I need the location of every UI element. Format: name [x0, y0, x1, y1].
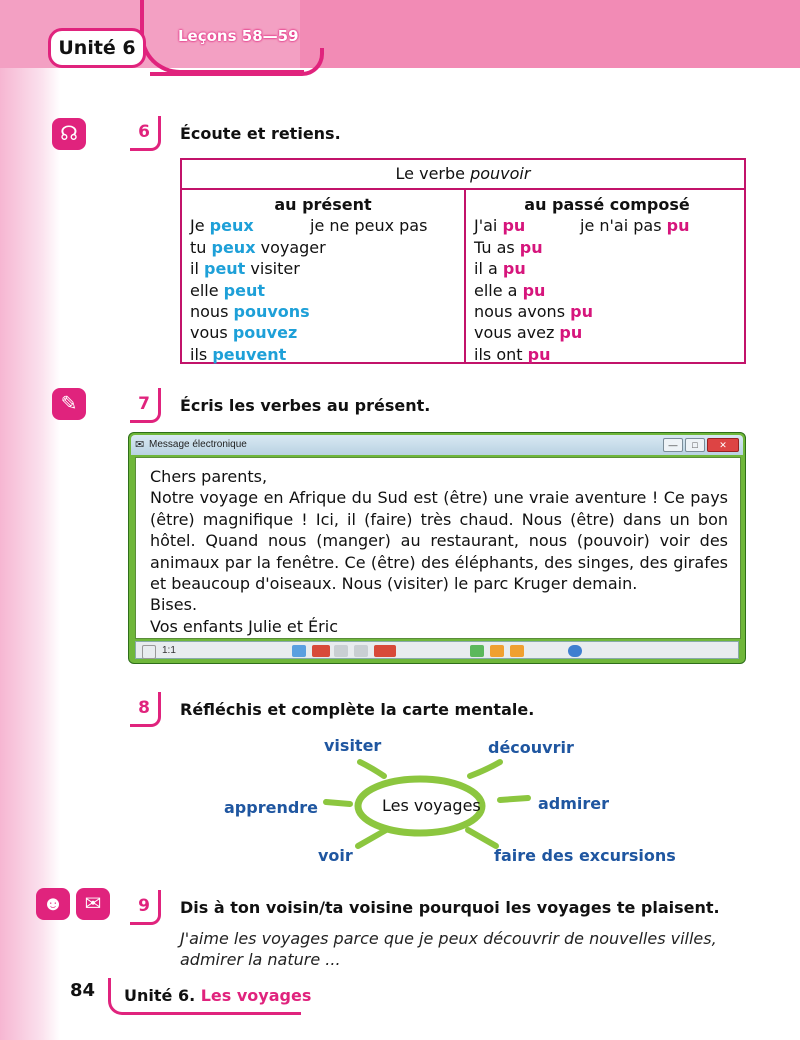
minimize-button[interactable]: — [663, 438, 683, 452]
participle: pu [527, 344, 551, 364]
pronoun: il a [474, 259, 503, 279]
participle: pu [522, 280, 546, 300]
mind-map-decouvrir: découvrir [488, 738, 574, 757]
spell-icon[interactable] [374, 645, 396, 657]
negative-participle: pu [666, 216, 690, 236]
verb-form: peux [211, 237, 256, 257]
mail-app-icon: ✉ [135, 439, 145, 451]
email-window [128, 432, 746, 664]
past-row [474, 301, 740, 322]
close-button[interactable]: ✕ [707, 438, 739, 452]
mind-map-voir: voir [318, 846, 353, 865]
past-row [474, 280, 740, 301]
maximize-button[interactable]: □ [685, 438, 705, 452]
header-hook-tail [150, 48, 324, 76]
status-box-icon [142, 645, 156, 659]
table-icon[interactable] [334, 645, 348, 657]
verb-table [180, 158, 746, 364]
clock-icon[interactable] [568, 645, 582, 657]
pronoun: elle [190, 280, 224, 300]
footer-title [124, 986, 311, 1005]
exercise-6-title: Écoute et retiens. [180, 124, 341, 143]
pronoun: nous [190, 302, 234, 322]
verb-form: peut [203, 259, 246, 279]
table-title-verb: pouvoir [470, 164, 531, 183]
pencil-icon: ✎ [52, 388, 86, 420]
pair-work-icon: ☻ [36, 888, 70, 920]
branch-decouvrir [470, 762, 500, 776]
doc-icon[interactable] [292, 645, 306, 657]
exercise-number-7: 7 [130, 388, 161, 423]
print-icon[interactable] [354, 645, 368, 657]
verb-form: peut [223, 280, 266, 300]
footer-unit: Unité 6. [124, 986, 201, 1005]
present-row [190, 301, 456, 322]
participle: pu [502, 216, 526, 236]
participle: pu [519, 237, 543, 257]
lessons-label: Leçons 58—59 [178, 27, 299, 45]
present-row [190, 280, 456, 301]
past-column [474, 194, 740, 365]
past-heading: au passé composé [524, 195, 690, 214]
contacts-icon[interactable] [510, 645, 524, 657]
participle: pu [559, 323, 583, 343]
header-band-accent [300, 0, 800, 68]
past-row [474, 322, 740, 343]
window-titlebar [131, 435, 743, 455]
speech-icon: ✉ [76, 888, 110, 920]
pronoun: J'ai [474, 216, 503, 236]
branch-apprendre [326, 802, 350, 804]
email-line: Chers parents, [150, 467, 268, 486]
exercise-8-title: Réfléchis et complète la carte mentale. [180, 700, 535, 719]
pronoun: vous avez [474, 323, 560, 343]
mind-map-center: Les voyages [382, 796, 481, 815]
past-row [474, 237, 740, 258]
negative-form [580, 215, 689, 236]
complement: visiter [245, 259, 300, 279]
pronoun: Je [190, 216, 210, 236]
pronoun: tu [190, 237, 212, 257]
negative-form: je ne peux pas [310, 216, 428, 236]
status-bar [135, 641, 739, 659]
email-body[interactable] [135, 457, 741, 639]
exercise-number-6: 6 [130, 116, 161, 151]
pronoun: Tu as [474, 237, 520, 257]
mind-map-excursions: faire des excursions [494, 846, 676, 865]
exercise-number-9: 9 [130, 890, 161, 925]
verb-table-title [182, 160, 744, 190]
window-title: Message électronique [149, 439, 247, 450]
pronoun: ils [190, 344, 213, 364]
present-row [190, 344, 456, 365]
branch-excursions [468, 830, 496, 846]
pronoun: il [190, 259, 204, 279]
branch-visiter [360, 762, 384, 776]
verb-form: peuvent [212, 344, 287, 364]
past-row [474, 258, 740, 279]
table-title-prefix: Le verbe [395, 164, 471, 183]
email-text [150, 466, 728, 637]
mind-map-visiter: visiter [324, 736, 382, 755]
present-row [190, 258, 456, 279]
pronoun: elle a [474, 280, 523, 300]
past-row [474, 215, 740, 236]
mind-map-admirer: admirer [538, 794, 610, 813]
headset-icon: ☊ [52, 118, 86, 150]
example-answer: J'aime les voyages parce que je peux découvrir de nouvelles villes, admirer la nature ... [180, 929, 717, 969]
side-band [0, 0, 60, 1040]
table-divider [464, 188, 466, 364]
branch-voir [358, 830, 386, 846]
past-row [474, 344, 740, 365]
verb-form: pouvez [232, 323, 298, 343]
footer-unit-title: Les voyages [200, 986, 312, 1005]
branch-admirer [500, 798, 528, 800]
status-position: 1:1 [162, 645, 176, 656]
pronoun: ils ont [474, 344, 528, 364]
present-column [190, 194, 456, 365]
pronoun: vous [190, 323, 233, 343]
complement: voyager [255, 237, 326, 257]
attach-icon[interactable] [490, 645, 504, 657]
participle: pu [570, 302, 593, 322]
present-row [190, 322, 456, 343]
exercise-number-8: 8 [130, 692, 161, 727]
email-line: Vos enfants Julie et Éric [150, 616, 338, 636]
send-icon[interactable] [470, 645, 484, 657]
negative-prefix: je n'ai pas [580, 216, 667, 236]
present-row [190, 237, 456, 258]
exercise-9-title: Dis à ton voisin/ta voisine pourquoi les voyages te plaisent. [180, 898, 720, 917]
exercise-7-title: Écris les verbes au présent. [180, 396, 431, 415]
verb-form: peux [209, 216, 254, 236]
email-line: Bises. [150, 595, 198, 615]
verb-form: pouvons [233, 302, 310, 322]
unit-tab: Unité 6 [48, 28, 146, 68]
present-row [190, 215, 456, 236]
pronoun: nous avons [474, 302, 571, 322]
email-line: Notre voyage en Afrique du Sud est (être) une vraie aventure ! Ce pays (être) magnifique ! Ici, il (faire) très chaud. Nous (être) dans un bon hôtel. Quand nous (manger) au restaurant, nous (pouvoir) voir des animaux par la fenêtre. Ce (être) des éléphants, des singes, des girafes et beaucoup d'oiseaux. Nous (visiter) le parc Kruger demain. [150, 488, 728, 594]
present-heading: au présent [274, 195, 372, 214]
participle: pu [502, 259, 526, 279]
page-number: 84 [70, 980, 96, 1001]
format-icon[interactable] [312, 645, 330, 657]
mind-map-apprendre: apprendre [224, 798, 319, 817]
